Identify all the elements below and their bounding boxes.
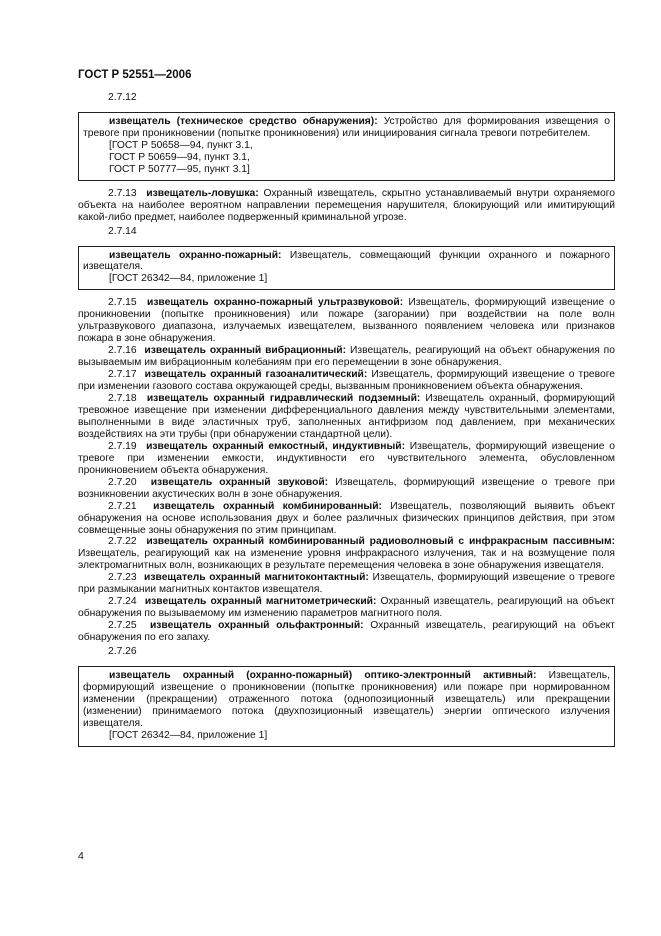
term: извещатель охранный комбинированный: [153, 500, 382, 512]
definition: Охранный извещатель, реагирующий на объект обнаружения по вызываемому им изменению параметров магнитного поля. [78, 596, 615, 620]
page-header-title: ГОСТ Р 52551—2006 [78, 69, 192, 81]
definition-box [78, 246, 615, 291]
paragraph [78, 620, 615, 644]
paragraph [78, 501, 615, 537]
term: извещатель охранный гидравлический подземный: [146, 393, 421, 405]
definition-box [78, 666, 615, 747]
definition: Извещатель, формирующий извещение о тревоге при размыкании магнитных контактов извещателя. [78, 572, 615, 596]
definition: Извещатель, позволяющий выявить объект обнаружения на основе использования двух и более различных физических принципов действия, при этом совмещенные зоны обнаружения по этим принципам. [78, 500, 615, 536]
definition: Извещатель, формирующий извещение о тревоге при возникновении акустических волн в зоне обнаружения. [78, 476, 615, 500]
definition-text [83, 670, 610, 730]
definition-text [83, 250, 610, 274]
term: извещатель охранно-пожарный ультразвуковой: [146, 297, 404, 309]
reference: [ГОСТ 26342—84, приложение 1] [109, 273, 268, 285]
definition: Извещатель, формирующий извещение о тревоге при изменении емкости, индуктивности его чувствительного элемента, обусловленном проникновением объекта обнаружения. [78, 440, 615, 476]
definition: Извещатель, совмещающий функции охранного и пожарного извещателя. [83, 249, 610, 273]
section-number: 2.7.18 [108, 393, 137, 405]
definition: Извещатель, реагирующий на объект обнаружения по вызываемым им вибрационным колебаниям при его перемещении в зоне обнаружения. [78, 345, 615, 369]
paragraph [78, 345, 615, 369]
reference: [ГОСТ 26342—84, приложение 1] [109, 729, 268, 741]
paragraph [78, 477, 615, 501]
paragraph [78, 393, 615, 441]
definition: Извещатель, формирующий извещение о проникновении (попытке проникновения) или пожаре (загорании) при воздействии на поле волн ультразвукового диапазона, излучаемых извещателем, вызванного появлением человека или признаков пожара в зоне обнаружения. [78, 297, 615, 345]
page-content [78, 92, 615, 754]
reference: ГОСТ Р 50777—95, пункт 3.1] [109, 163, 250, 175]
term: извещатель охранный (охранно-пожарный) оптико-электронный активный: [109, 669, 537, 681]
page-number: 4 [78, 850, 84, 862]
term: извещатель охранный магнитоконтактный: [144, 572, 369, 584]
section-number: 2.7.25 [108, 620, 137, 632]
definition: Извещатель охранный, формирующий тревожное извещение при изменении дифференциального давления между чувствительными элементами, выполненными в виде эластичных труб, заполненных антифризом под давлением, при механических воздействиях на эти трубы (при обнаружении стандартной цели). [78, 393, 615, 440]
definition: Извещатель, формирующий извещение о тревоге при изменении газового состава окружающей среды, вызванным проникновением объекта обнаружения. [78, 369, 615, 393]
section-number: 2.7.24 [108, 596, 137, 608]
paragraph [78, 369, 615, 393]
term: извещатель охранный ольфактронный: [149, 620, 364, 632]
section-number: 2.7.13 [108, 187, 137, 199]
section-number: 2.7.22 [108, 536, 137, 548]
definition-text [83, 116, 610, 140]
section-number: 2.7.16 [108, 345, 137, 357]
paragraph [78, 572, 615, 596]
section-number: 2.7.14 [108, 225, 137, 237]
definition: Охранный извещатель, реагирующий на объект обнаружения по его запаху. [78, 620, 615, 644]
section-number: 2.7.21 [108, 500, 137, 512]
definition: Охранный извещатель, скрытно устанавливаемый внутри охраняемого объекта на наиболее вероятном направлении перемещения нарушителя, блокирующий или имитирующий какой-либо предмет, наиболее подверженный криминальной угрозе. [78, 187, 615, 223]
section-number: 2.7.26 [108, 646, 137, 658]
paragraph [78, 536, 615, 572]
definition: Извещатель, реагирующий как на изменение уровня инфракрасного излучения, так и на возмущение поля электромагнитных волн, возникающих в результате перемещения человека в зоне обнаружения извещателя. [78, 548, 615, 572]
section-number: 2.7.23 [108, 572, 137, 584]
paragraph [78, 596, 615, 620]
term: извещатель охранный комбинированный радиоволновый с инфракрасным пассивным: [146, 536, 615, 548]
section-number: 2.7.20 [108, 476, 137, 488]
paragraph [78, 441, 615, 477]
term: извещатель охранный емкостный, индуктивный: [146, 440, 405, 452]
section-number: 2.7.17 [108, 369, 137, 381]
definition: Извещатель, формирующий извещение о проникновении (попытке проникновения) или пожаре при нормированном изменении (прекращении) отраженного потока (однопозиционный извещатель) или прекращении (изменении) принимаемого потока (двухпозиционный извещатель) энергии оптического излучения извещателя. [83, 669, 610, 729]
term: извещатель-ловушка: [146, 187, 259, 199]
definition-box [78, 112, 615, 181]
definition: Устройство для формирования извещения о тревоге при проникновении (попытке проникновения) или инициирования сигнала тревоги потребителем. [83, 115, 611, 139]
term: извещатель (техническое средство обнаружения): [109, 115, 378, 127]
paragraph [78, 188, 615, 224]
term: извещатель охранный вибрационный: [144, 345, 347, 357]
term: извещатель охранный звуковой: [150, 476, 329, 488]
reference: [ГОСТ Р 50658—94, пункт 3.1, [109, 139, 253, 151]
term: извещатель охранно-пожарный: [109, 249, 282, 261]
paragraph [78, 297, 615, 345]
term: извещатель охранный газоаналитический: [144, 369, 368, 381]
term: извещатель охранный магнитометрический: [144, 596, 377, 608]
section-number: 2.7.19 [108, 440, 137, 452]
reference: ГОСТ Р 50659—94, пункт 3.1, [109, 151, 250, 163]
section-number: 2.7.15 [108, 297, 137, 309]
section-number: 2.7.12 [108, 92, 137, 103]
